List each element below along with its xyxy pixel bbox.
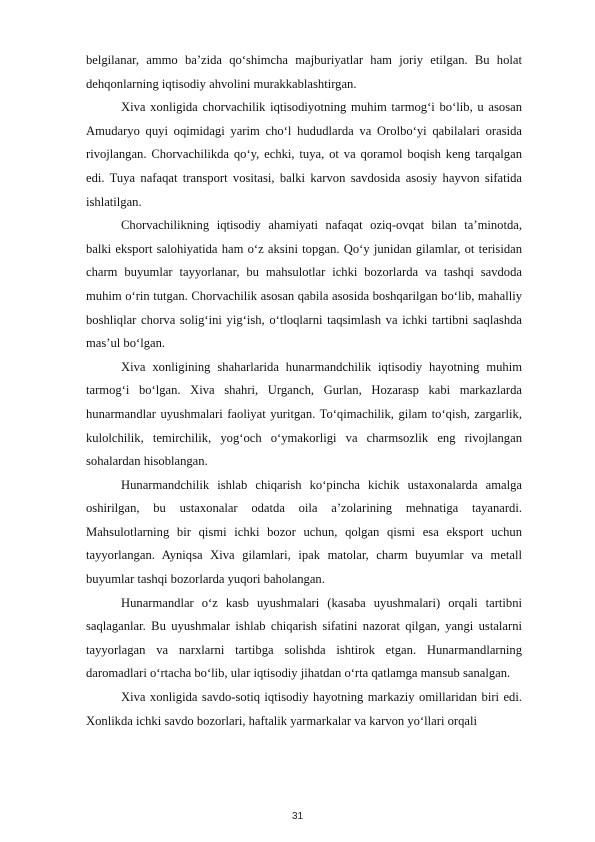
paragraph-guilds: Hunarmandlar o‘z kasb uyushmalari (kasaba uyushmalari) orqali tartibni saqlaganlar. Bu uyushmalar ishlab chiqarish sifatini nazorat qilgan, yangi ustalarni tayyorlagan va narxlarni tartibga solishda ishtirok etgan. Hunarmandlarning daromadlari o‘rtacha bo‘lib, ular iqtisodiy jihatdan o‘rta qatlamga mansub sanalgan. [86,595,522,681]
paragraph-crafts: Xiva xonligining shaharlarida hunarmandchilik iqtisodiy hayotning muhim tarmog‘i bo‘lgan. Xiva shahri, Urganch, Gurlan, Hozarasp kabi markazlarda hunarmandlar uyushmalari faoliyat yuritgan. To‘qimachilik, gilam to‘qish, zargarlik, kulolchilik, temirchilik, yog‘och o‘ymakorligi va charmsozlik eng rivojlangan sohalardan hisoblangan. [86,359,522,469]
paragraph-trade: Xiva xonligida savdo-sotiq iqtisodiy hayotning markaziy omillaridan biri edi. Xonlikda ichki savdo bozorlari, haftalik yarmarkalar va karvon yo‘llari orqali [86,690,522,728]
paragraph-livestock-economy: Chorvachilikning iqtisodiy ahamiyati nafaqat oziq-ovqat bilan ta’minotda, balki eksport salohiyatida ham o‘z aksini topgan. Qo‘y junidan gilamlar, ot terisidan charm buyumlar tayyorlanar, bu mahsulotlar ichki bozorlarda va tashqi savdoda muhim o‘rin tutgan. Chorvachilik asosan qabila asosida boshqarilgan bo‘lib, mahalliy boshliqlar chorva solig‘ini yig‘ish, o‘tloqlarni taqsimlash va ichki tartibni saqlashda mas’ul bo‘lgan. [86,218,522,351]
paragraph-continuation: belgilanar, ammo ba’zida qo‘shimcha majburiyatlar ham joriy etilgan. Bu holat dehqonlarning iqtisodiy ahvolini murakkablashtirgan. [86,53,522,91]
page-number: 31 [291,811,304,822]
paragraph-livestock: Xiva xonligida chorvachilik iqtisodiyotning muhim tarmog‘i bo‘lib, u asosan Amudaryo quyi oqimidagi yarim cho‘l hududlarda va Orolbo‘yi qabilalari orasida rivojlangan. Chorvachilikda qo‘y, echki, tuya, ot va qoramol boqish keng tarqalgan edi. Tuya nafaqat transport vositasi, balki karvon savdosida asosiy hayvon sifatida ishlatilgan. [86,100,522,209]
paragraph-workshops: Hunarmandchilik ishlab chiqarish ko‘pincha kichik ustaxonalarda amalga oshirilgan, bu ustaxonalar odatda oila a’zolarining mehnatiga tayanardi. Mahsulotlarning bir qismi ichki bozor uchun, qolgan qismi esa eksport uchun tayyorlangan. Ayniqsa Xiva gilamlari, ipak matolar, charm buyumlar va metall buyumlar tashqi bozorlarda yuqori baholangan. [86,477,522,587]
body-text [86,49,522,733]
